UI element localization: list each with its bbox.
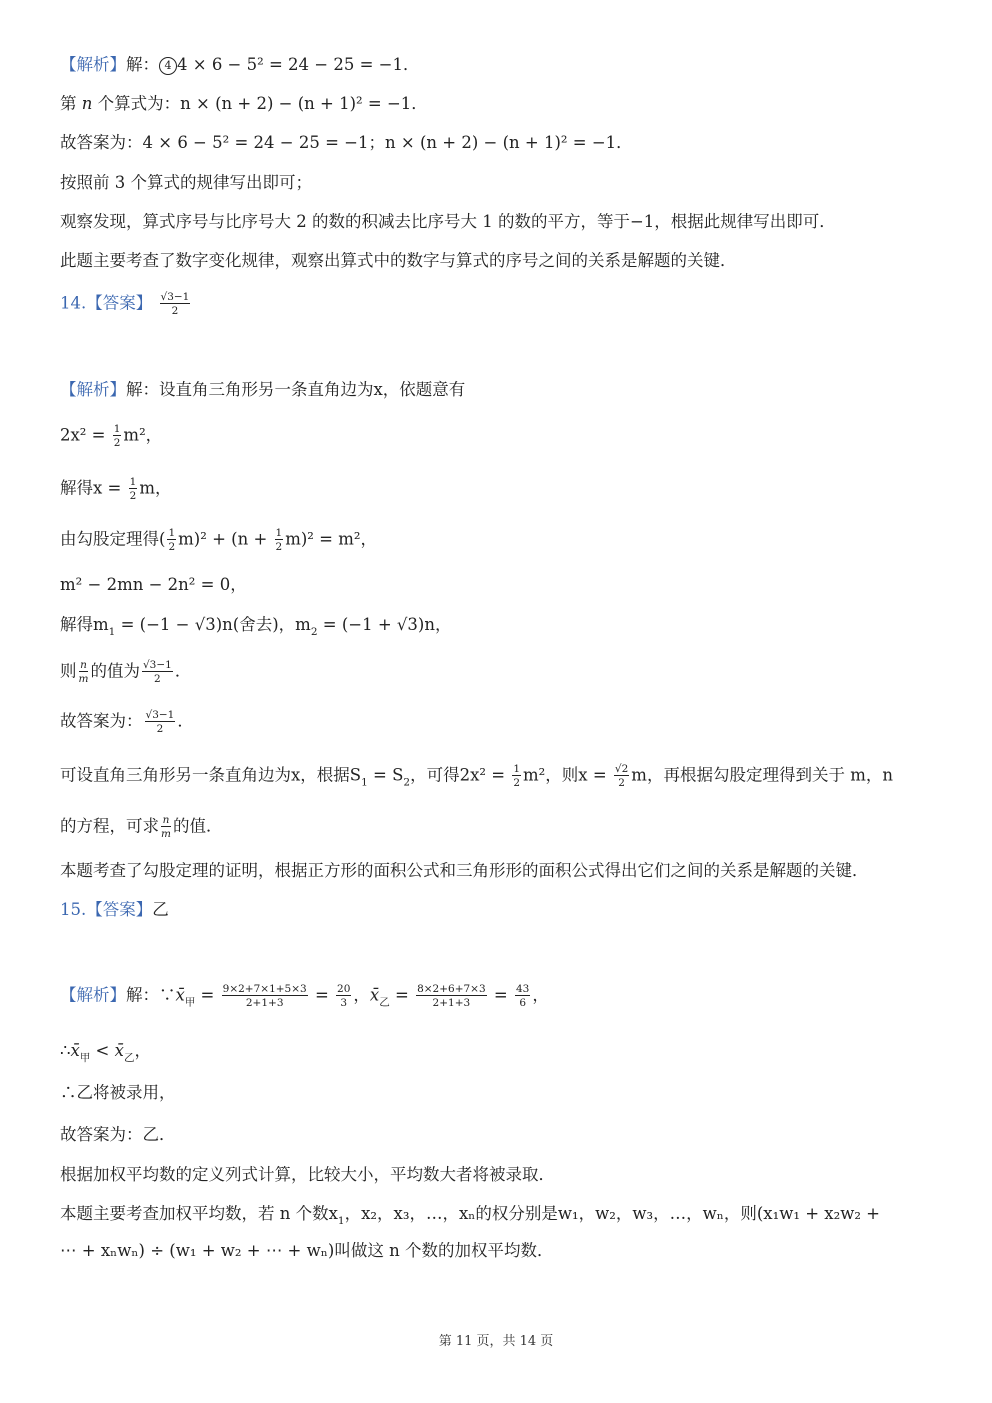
q14-line-5: m² − 2mn − 2n² = 0， bbox=[60, 575, 247, 594]
q15-line-2: $\therefore x̄_甲$ < $x̄_乙$， bbox=[60, 1041, 151, 1064]
q14-line-11: 本题考查了勾股定理的证明，根据正方形的面积公式和三角形形的面积公式得出它们之间的关系是解题的关键． bbox=[60, 861, 869, 880]
q15-line-6: 本题主要考查加权平均数，若 n 个数$x_1$，x₂，x₃，…，xₙ的权分别是w₁，w₂，w₃，…，wₙ，则(x₁w₁ + x₂w₂ + bbox=[60, 1204, 881, 1227]
q14-line-3: 解得x = $\frac{1}{2}$ m， bbox=[60, 476, 172, 502]
q13-line-3: 故答案为：4 × 6 − 5² = 24 − 25 = −1；n × (n + 2) − (n + 1)² = −1． bbox=[60, 133, 633, 152]
analysis-tag: 【解析】 bbox=[60, 380, 126, 399]
circled-number: 4 bbox=[159, 57, 177, 75]
q14-line-6: 解得$m_1 = (-1 - √3)n$(舍去)，$m_2 = (-1 + √3)n$， bbox=[60, 615, 452, 638]
q15-line-4: 故答案为：乙． bbox=[60, 1125, 176, 1144]
q15-line-1: 【解析】解：$\because x̄_甲$ = $\frac{9\times 2+7\times 1+5\times 3}{2+1+3}$ = $\frac{20}{3}$ ，$x̄_乙$ = $\frac{8\times 2+6+7\times 3}{2+1+3}$ = $\frac{43}{6}$ ， bbox=[60, 983, 549, 1009]
q14-line-9: 可设直角三角形另一条直角边为x，根据$S_1 = S_2$，可得2x² = $\frac{1}{2}$ m²，则x = $\frac{√2}{2}$ m，再根据勾股定理得到关于 m，n bbox=[60, 763, 893, 789]
q13-line-6: 此题主要考查了数字变化规律，观察出算式中的数字与算式的序号之间的关系是解题的关键． bbox=[60, 251, 737, 270]
q14-answer-line bbox=[60, 292, 192, 316]
analysis-tag: 【解析】 bbox=[60, 55, 126, 74]
q14-line-2: 2x² = $\frac{1}{2}$ m²， bbox=[60, 423, 163, 449]
q14-line-10: 的方程，可求 $\frac{n}{m}$ 的值． bbox=[60, 814, 223, 840]
q13-line-2: 第 n 个算式为：n × (n + 2) − (n + 1)² = −1． bbox=[60, 94, 428, 113]
q15-line-3: ∴乙将被录用， bbox=[60, 1083, 176, 1102]
question-number: 15. bbox=[60, 900, 87, 919]
q15-line-5: 根据加权平均数的定义列式计算，比较大小，平均数大者将被录取． bbox=[60, 1165, 555, 1184]
answer-tag: 【答案】 bbox=[86, 900, 153, 919]
answer-tag: 【答案】 bbox=[86, 293, 153, 313]
q13-line-1: 【解析】解： 4 4 × 6 − 5² = 24 − 25 = −1． bbox=[60, 55, 420, 74]
q14-line-4: 由勾股定理得( $\frac{1}{2}$ m)² + (n + $\frac{1}{2}$ m)² = m²， bbox=[60, 527, 377, 553]
analysis-tag: 【解析】 bbox=[60, 985, 126, 1005]
q15-line-7: ⋯ + xₙwₙ) ÷ (w₁ + w₂ + ⋯ + wₙ)叫做这 n 个数的加权平均数． bbox=[60, 1241, 554, 1260]
q14-line-1: 【解析】解：设直角三角形另一条直角边为x，依题意有 bbox=[60, 380, 466, 399]
q13-line-5: 观察发现，算式序号与比序号大 2 的数的积减去比序号大 1 的数的平方，等于−1，根据此规律写出即可． bbox=[60, 212, 836, 231]
answer-fraction: $\frac{√3-1}{2}$ bbox=[160, 291, 190, 317]
q14-line-8: 故答案为： $\frac{√3-1}{2}$ ． bbox=[60, 709, 194, 735]
question-number: 14. bbox=[60, 293, 87, 313]
q14-line-7: 则 $\frac{n}{m}$ 的值为 $\frac{√3-1}{2}$ ． bbox=[60, 659, 192, 685]
q15-answer-line: 15.【答案】乙 bbox=[60, 900, 169, 919]
q13-line-4: 按照前 3 个算式的规律写出即可； bbox=[60, 173, 312, 192]
page-footer: 第 11 页，共 14 页 bbox=[438, 1334, 554, 1349]
